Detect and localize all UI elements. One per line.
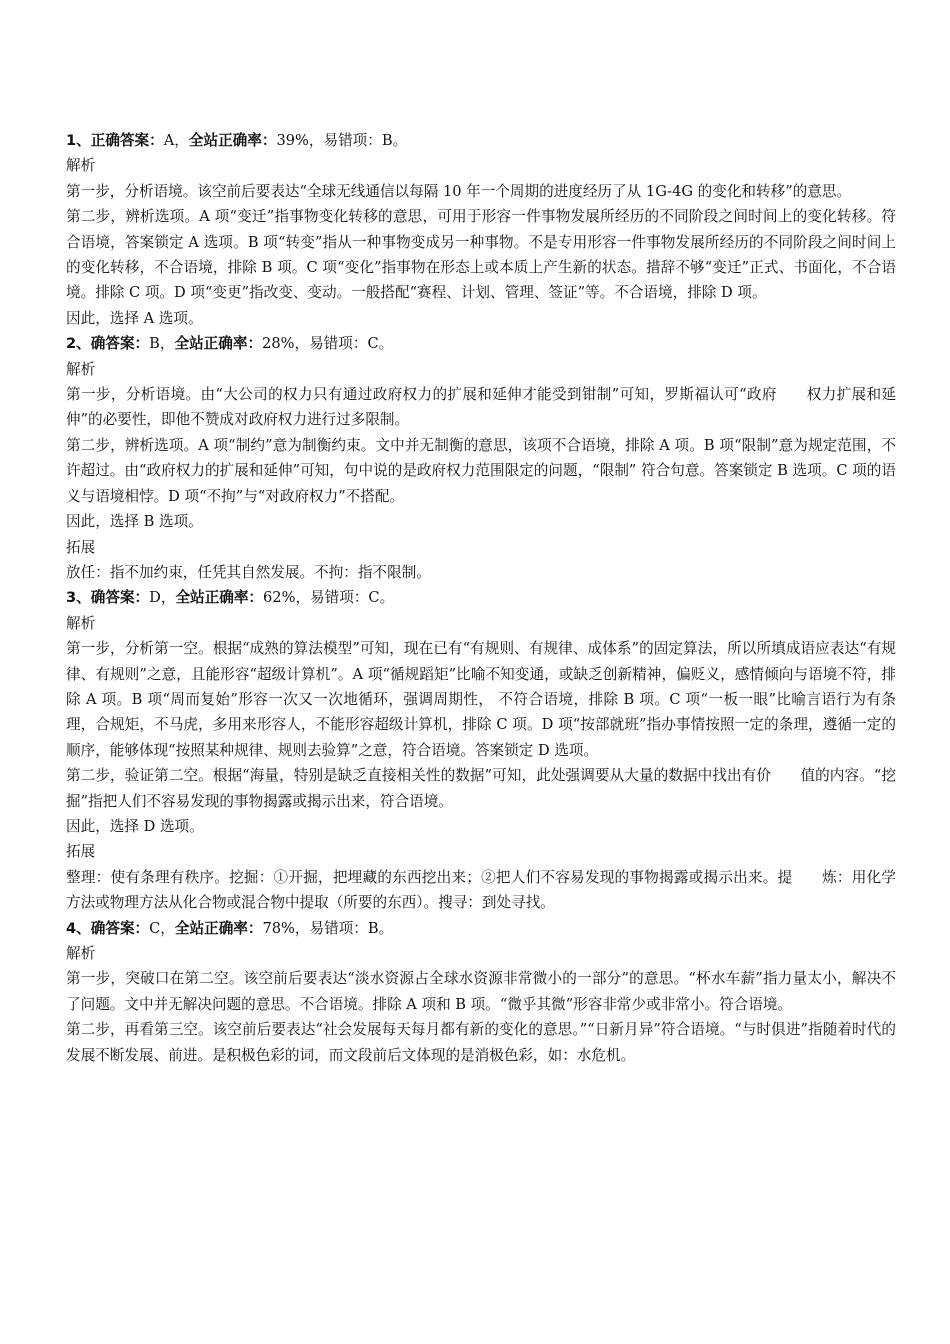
- question-number: 4、: [66, 919, 91, 937]
- answer-value: C，: [149, 919, 175, 937]
- extend-label: 拓展: [66, 538, 96, 556]
- analysis-paragraph: 第一步，分析第一空。根据“成熟的算法模型”可知，现在已有“有规则、有规律、成体系”的固定算法，所以所填成语应表达“有规律、有规则”之意，且能形容“超级计算机”。A 项“循规蹈矩”比喻不知变通，或缺乏创新精神，偏贬义，感情倾向与语境不符，排除 A 项。B 项“周而复始”形容一次又一次地循环，强调周期性， 不符合语境，排除 B 项。C 项“一板一眼”比喻言语行为有条理，合规矩，不马虎，多用来形容人，不能形容超级计算机，排除 C 项。D 项“按部就班”指办事情按照一定的条理，遵循一定的顺序，能够体现“按照某种规律、规则去验算”之意，符合语境。答案锁定 D 选项。: [66, 640, 896, 759]
- analysis-label: 解析: [66, 360, 96, 378]
- answer-document: [66, 128, 896, 1068]
- rate-value: 39%，易错项：B。: [276, 132, 408, 149]
- question-number: 1、: [66, 132, 91, 149]
- extend-paragraph: 放任：指不加约束，任凭其自然发展。不拘：指不限制。: [66, 563, 431, 581]
- analysis-paragraph: 第一步，突破口在第二空。该空前后要表达“淡水资源占全球水资源非常微小的一部分”的意思。“杯水车薪”指力量太小，解决不了问题。文中并无解决问题的意思。不合语境。排除 A 项和 B 项。“微乎其微”形容非常少或非常小。符合语境。: [66, 970, 896, 1013]
- rate-label: 全站正确率：: [174, 919, 263, 937]
- analysis-paragraph: 第二步，辨析选项。A 项“变迁”指事物变化转移的意思，可用于形容一件事物发展所经历的不同阶段之间时间上的变化转移。符合语境，答案锁定 A 选项。B 项“转变”指从一种事物变成另一种事物。不是专用形容一件事物发展所经历的不同阶段之间时间上的变化转移，不合语境，排除 B 项。C 项“变化”指事物在形态上或本质上产生新的状态。措辞不够“变迁”正式、书面化，不合语境。排除 C 项。D 项“变更”指改变、变动。一般搭配“赛程、计划、管理、签证”等。不合语境，排除 D 项。: [66, 208, 896, 302]
- analysis-label: 解析: [66, 945, 96, 962]
- rate-value: 62%，易错项：C。: [263, 589, 395, 607]
- question-header: [66, 331, 896, 356]
- question-2: [66, 331, 896, 585]
- rate-value: 28%，易错项：C。: [262, 335, 394, 353]
- extend-label: 拓展: [66, 843, 96, 861]
- question-number: 2、: [66, 335, 91, 353]
- analysis-paragraph: 第一步，分析语境。该空前后要表达“全球无线通信以每隔 10 年一个周期的进度经历了从 1G-4G 的变化和转移”的意思。: [66, 182, 852, 200]
- question-header: [66, 128, 896, 153]
- rate-label: 全站正确率：: [175, 589, 264, 607]
- rate-label: 全站正确率：: [174, 335, 263, 353]
- analysis-label: 解析: [66, 614, 96, 632]
- answer-value: D，: [149, 589, 176, 607]
- analysis-paragraph: 因此，选择 B 选项。: [66, 513, 203, 531]
- analysis-label: 解析: [66, 157, 96, 175]
- question-4: [66, 916, 896, 1068]
- answer-label: 确答案：: [90, 335, 150, 353]
- answer-label: 确答案：: [90, 919, 150, 937]
- analysis-paragraph: 第二步，辨析选项。A 项“制约”意为制衡约束。文中并无制衡的意思，该项不合语境，排除 A 项。B 项“限制”意为规定范围，不许超过。由“政府权力的扩展和延伸”可知，句中说的是政府权力范围限定的问题，“限制” 符合句意。答案锁定 B 选项。C 项的语义与语境相悖。D 项“不拘”与“对政府权力”不搭配。: [66, 436, 896, 505]
- question-header: [66, 916, 896, 941]
- answer-value: B，: [149, 335, 175, 353]
- question-3: [66, 585, 896, 915]
- question-header: [66, 585, 896, 610]
- question-number: 3、: [66, 589, 91, 607]
- analysis-paragraph: 第二步，再看第三空。该空前后要表达“社会发展每天每月都有新的变化的意思。”“日新月异”符合语境。“与时俱进”指随着时代的发展不断发展、前进。是积极色彩的词，而文段前后文体现的是消极色彩，如：水危机。: [66, 1021, 896, 1064]
- analysis-paragraph: 因此，选择 D 选项。: [66, 817, 204, 835]
- analysis-paragraph: 第二步，验证第二空。根据“海量，特别是缺乏直接相关性的数据”可知，此处强调要从大量的数据中找出有价 值的内容。“挖掘”指把人们不容易发现的事物揭露或揭示出来，符合语境。: [66, 767, 896, 810]
- rate-value: 78%，易错项：B。: [262, 919, 394, 937]
- question-1: [66, 128, 896, 331]
- analysis-paragraph: 第一步，分析语境。由“大公司的权力只有通过政府权力的扩展和延伸才能受到钳制”可知，罗斯福认可“政府 权力扩展和延伸”的必要性，即他不赞成对政府权力进行过多限制。: [66, 386, 896, 429]
- answer-label: 确答案：: [90, 589, 150, 607]
- extend-paragraph: 整理：使有条理有秩序。挖掘：①开掘，把埋藏的东西挖出来；②把人们不容易发现的事物揭露或揭示出来。提 炼：用化学方法或物理方法从化合物或混合物中提取（所要的东西）。搜寻：到处寻找。: [66, 868, 896, 912]
- analysis-paragraph: 因此，选择 A 选项。: [66, 309, 203, 327]
- rate-label: 全站正确率：: [188, 132, 277, 149]
- answer-value: A，: [163, 132, 189, 149]
- answer-label: 正确答案：: [90, 132, 164, 149]
